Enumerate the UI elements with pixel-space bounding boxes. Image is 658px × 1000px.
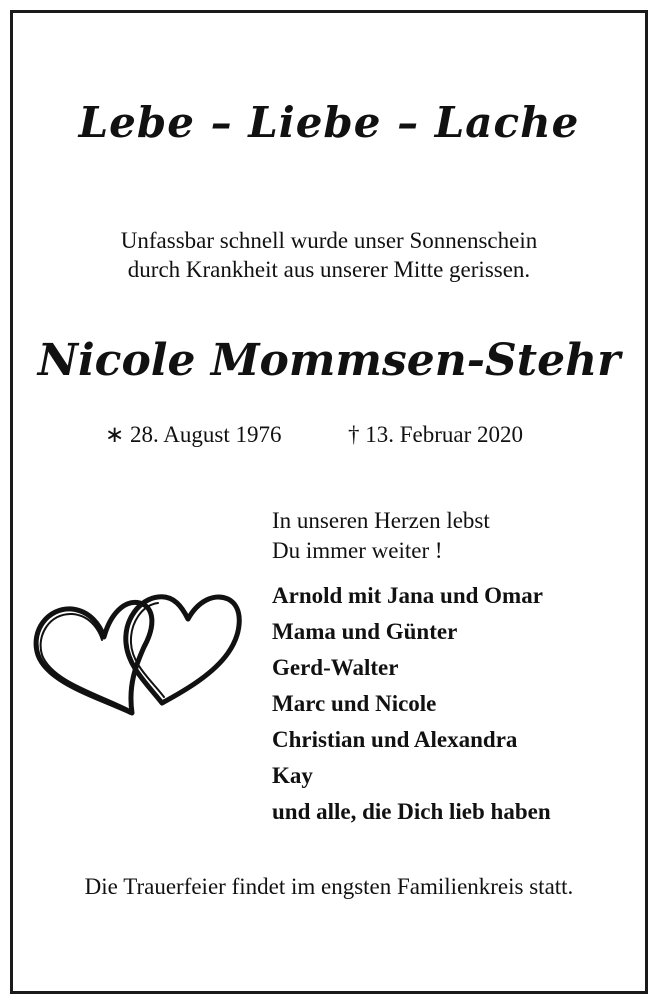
motto-heading: Lebe – Liebe – Lache — [78, 98, 580, 147]
memorial-verse — [272, 506, 490, 566]
mourner-line: und alle, die Dich lieb haben — [272, 799, 551, 824]
notice-frame — [10, 10, 648, 994]
intro-text — [0, 226, 658, 284]
birth-date: ∗ 28. August 1976 — [105, 422, 282, 447]
intro-line: durch Krankheit aus unserer Mitte gerissen. — [127, 257, 531, 282]
mourner-line: Marc und Nicole — [272, 691, 437, 716]
mourner-line: Arnold mit Jana und Omar — [272, 583, 543, 608]
mourner-line: Mama und Günter — [272, 619, 458, 644]
verse-line: Du immer weiter ! — [272, 538, 443, 563]
intro-line: Unfassbar schnell wurde unser Sonnenschein — [120, 228, 538, 253]
death-date: † 13. Februar 2020 — [348, 422, 524, 447]
mourner-line: Christian und Alexandra — [272, 727, 518, 752]
verse-line: In unseren Herzen lebst — [272, 508, 490, 533]
mourner-line: Gerd-Walter — [272, 655, 399, 680]
two-hearts-icon — [28, 585, 248, 720]
deceased-name: Nicole Mommsen-Stehr — [37, 335, 621, 386]
mourners-list — [272, 578, 551, 830]
funeral-notice: Die Trauerfeier findet im engsten Familienkreis statt. — [84, 874, 574, 899]
mourner-line: Kay — [272, 763, 313, 788]
